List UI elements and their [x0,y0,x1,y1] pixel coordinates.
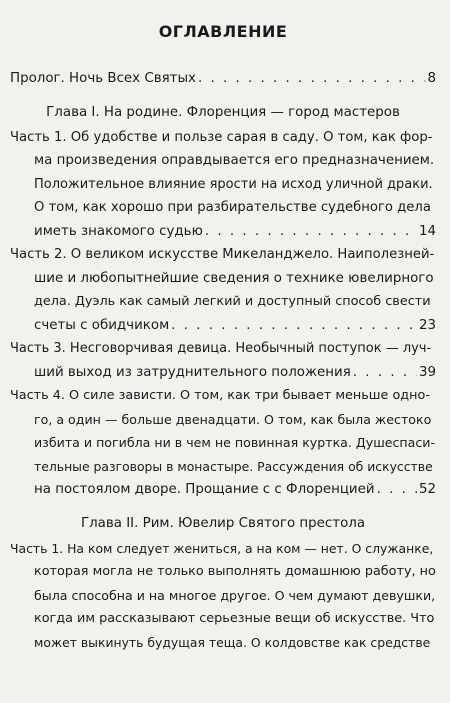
leader-dots [198,67,426,91]
toc-entry-line: Часть 1. Об удобстве и пользе сарая в саду. О том, как фор- [10,129,433,145]
toc-entry-line: Часть 1. На ком следует жениться, а на ком — нет. О служанке, [10,540,434,556]
toc-entry-last-line [10,314,436,338]
leader-dots [205,220,417,244]
toc-entry-ch1-part1[interactable] [10,126,436,244]
toc-entry-line: Положительное влияние ярости на исход уличной драки. [34,176,433,192]
toc-entry-line: О том, как хорошо при разбирательстве судебного дела [34,200,431,215]
leader-dots [171,314,417,338]
chapter-heading-2: Глава II. Рим. Ювелир Святого престола [80,515,366,531]
toc-entry-last-line [10,220,436,244]
toc-entry-text: счеты с обидчиком [34,317,170,333]
toc-entry-line: Часть 2. О великом искусстве Микеланджело. Наиполезней- [10,247,435,262]
toc-entry-line: го, а один — больше двенадцати. О том, как была жестоко [34,411,432,427]
toc-entry-line: которая могла не только выполнять домашнюю работу, но [34,564,436,579]
toc-entry-text: иметь знакомого судью [34,223,203,239]
toc-entry-line: ма произведения оправдывается его предназначением. [34,153,435,168]
toc-entry-ch2-part1[interactable] [10,537,436,655]
toc-page-number: 14 [418,223,436,239]
leader-dots [377,478,417,502]
toc-entry-last-line [10,478,436,502]
toc-entry-ch1-part2[interactable] [10,243,436,337]
toc-entry-line: шие и любопытнейшие сведения о технике ювелирного [34,270,434,286]
toc-entry-last-line [10,361,436,385]
toc-page-number: 23 [418,317,436,333]
toc-page-number: 52 [418,482,436,497]
toc-entry-line: избита и погибла ни в чем не повинная куртка. Душеспаси- [34,435,436,450]
toc-entry-text: на постоялом дворе. Прощание с с Флоренцией [34,482,375,497]
toc-entry-line: когда им рассказывают серьезные вещи об искусстве. Что [34,611,435,626]
toc-title: ОГЛАВЛЕНИЕ [158,22,288,41]
toc-page-number: 39 [418,364,436,380]
toc-entry-line: может выкинуть будущая теща. О колдовстве как средстве [34,634,431,650]
toc-entry-text: ший выход из затруднительного положения [34,364,351,380]
toc-entry-line: дела. Дуэль как самый легкий и доступный способ свести [34,294,431,309]
toc-entry-ch1-part4[interactable] [10,384,436,502]
toc-page-number: 8 [427,71,436,86]
toc-entry-line: тельные разговоры в монастыре. Рассуждения об искусстве [34,458,433,474]
toc-entry-line: была способна и на многое другое. О чем думают девушки, [34,587,436,603]
toc-entry-text: Пролог. Ночь Всех Святых [10,71,196,86]
leader-dots [353,361,417,385]
toc-entry-prologue[interactable] [10,67,436,91]
chapter-heading-1: Глава I. На родине. Флоренция — город мастеров [46,104,400,120]
toc-entry-line: Часть 3. Несговорчивая девица. Необычный поступок — луч- [10,341,432,356]
toc-entry-ch1-part3[interactable] [10,337,436,384]
toc-entry-line: Часть 4. О силе зависти. О том, как три бывает меньше одно- [10,388,430,403]
